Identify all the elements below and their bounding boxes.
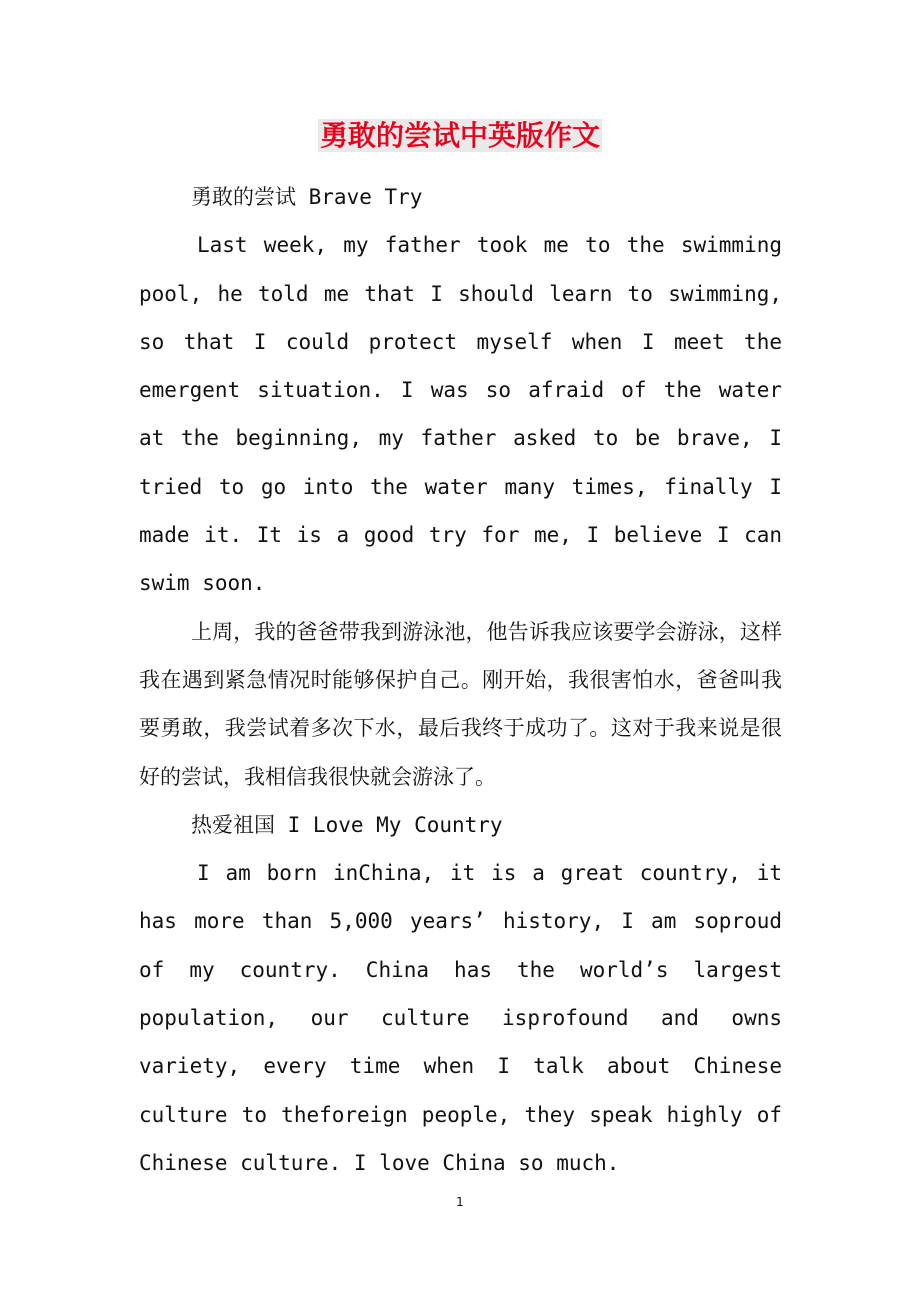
document-title bbox=[0, 114, 920, 158]
paragraph-brave-try-chinese: 上周，我的爸爸带我到游泳池，他告诉我应该要学会游泳，这样我在遇到紧急情况时能够保护自己。刚开始，我很害怕水，爸爸叫我要勇敢，我尝试着多次下水，最后我终于成功了。这对于我来说是很好的尝试，我相信我很快就会游泳了。 bbox=[139, 619, 782, 789]
section-heading-brave-try: 勇敢的尝试 Brave Try bbox=[191, 185, 423, 209]
section-heading-love-my-country: 热爱祖国 I Love My Country bbox=[191, 812, 503, 837]
page-number: 1 bbox=[456, 1195, 464, 1209]
document-title-text: 勇敢的尝试中英版作文 bbox=[319, 119, 600, 152]
document-body bbox=[139, 173, 782, 1187]
paragraph-love-my-country-english: I am born inChina, it is a great country, it has more than 5,000 years’ history, I am soproud of my country. China has the world’s largest population, our culture isprofound and owns variety, every time when I talk about Chinese culture to theforeign people, they speak highly of Chinese culture. I love China so much. bbox=[139, 861, 782, 1175]
paragraph-brave-try-english: Last week, my father took me to the swimming pool, he told me that I should learn to swimming, so that I could protect myself when I meet the emergent situation. I was so afraid of the water at the beginning, my father asked to be brave, I tried to go into the water many times, finally I made it. It is a good try for me, I believe I can swim soon. bbox=[139, 233, 782, 596]
